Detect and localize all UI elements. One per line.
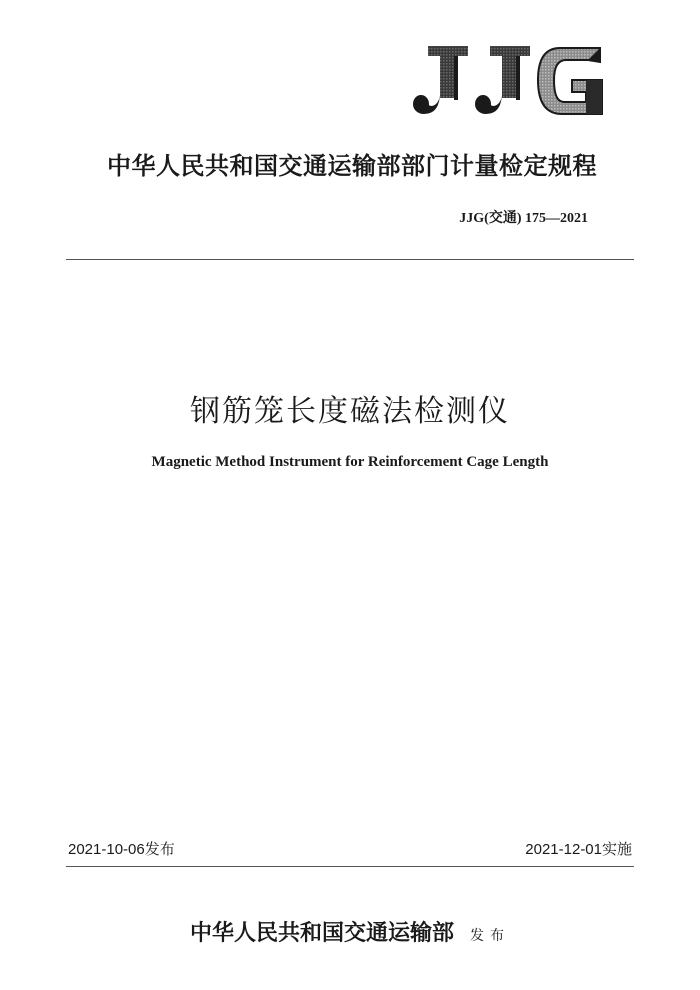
document-title-cn: 钢筋笼长度磁法检测仪 [190, 394, 510, 429]
jjg-logo-icon [410, 42, 610, 120]
implementation-date: 2021-12-01实施 [525, 841, 632, 858]
issue-date: 2021-10-06发布 [68, 841, 175, 858]
document-title-en: Magnetic Method Instrument for Reinforcement Cage Length [151, 454, 549, 470]
standard-code: JJG(交通) 175—2021 [459, 211, 588, 226]
logo-letter-j2 [475, 46, 530, 114]
logo-letter-j1 [413, 46, 468, 114]
issuer-line [0, 916, 700, 947]
jjg-logo [410, 42, 610, 120]
issuer-verb: 发布 [470, 928, 510, 944]
regulation-series-title: 中华人民共和国交通运输部部门计量检定规程 [107, 151, 597, 180]
divider-bottom [66, 866, 634, 867]
issuer-name: 中华人民共和国交通运输部 [189, 920, 454, 946]
divider-top [66, 259, 634, 260]
logo-letter-g [538, 48, 602, 114]
